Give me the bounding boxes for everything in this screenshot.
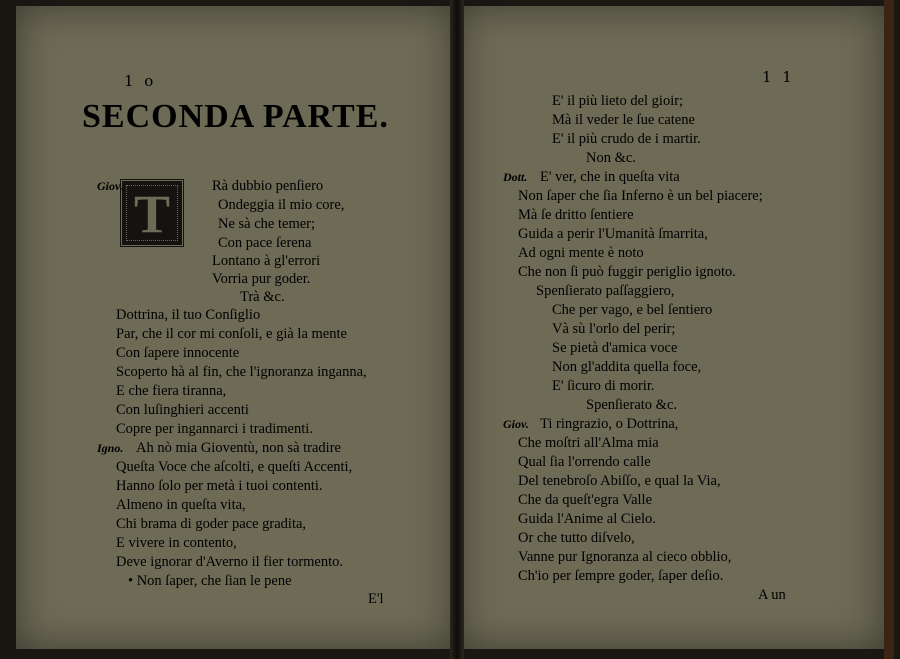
verse-line: Và sù l'orlo del perir; — [552, 321, 676, 337]
refrain-line: Spenſierato &c. — [586, 397, 678, 413]
verse-line: E' ver, che in queſta vita — [540, 169, 680, 185]
verse-line: Con luſinghieri accenti — [116, 402, 249, 418]
verse-line: Scoperto hà al fin, che l'ignoranza inganna, — [116, 364, 367, 380]
verse-line: Ti ringrazio, o Dottrina, — [540, 416, 679, 432]
section-title: SECONDA PARTE. — [82, 98, 389, 135]
verse-line: Chi brama di goder pace gradita, — [116, 516, 307, 532]
speaker-label: Igno. — [97, 441, 124, 455]
verse-line: Non gl'addita quella foce, — [552, 359, 702, 375]
verse-line: Mà ſe dritto ſentiere — [518, 207, 634, 223]
refrain-line: Trà &c. — [240, 289, 285, 305]
verse-line: Che moſtri all'Alma mia — [518, 435, 659, 451]
verse-line: Vorria pur goder. — [212, 271, 311, 287]
verse-line: Che da queſt'egra Valle — [518, 492, 653, 508]
drop-cap-letter: T — [133, 184, 171, 244]
speaker-label: Giov. — [503, 417, 529, 431]
verse-line: Ch'io per ſempre goder, ſaper deſio. — [518, 568, 724, 584]
verse-line: Or che tutto diſvelo, — [518, 530, 635, 546]
verse-line: Par, che il cor mi conſoli, e già la mente — [116, 326, 347, 342]
verse-line: Ne sà che temer; — [218, 216, 316, 232]
left-page-number: 1 o — [124, 72, 157, 90]
verse-line: Ondeggia il mio core, — [218, 197, 345, 213]
verse-line: E' il più lieto del gioir; — [552, 93, 684, 109]
verse-line: Qual ſia l'orrendo calle — [518, 454, 651, 470]
verse-line: Guida l'Anime al Cielo. — [518, 511, 656, 527]
verse-line: Ad ogni mente è noto — [518, 245, 644, 261]
verse-line: Lontano à gl'errori — [212, 253, 321, 269]
catchword: A un — [758, 587, 786, 603]
verse-line: E' ſicuro di morir. — [552, 378, 655, 394]
verse-line: E che fiera tiranna, — [116, 383, 227, 399]
verse-line: Mà il veder le ſue catene — [552, 112, 695, 128]
verse-line: Che per vago, e bel ſentiero — [552, 302, 713, 318]
verse-line: E' il più crudo de i martir. — [552, 131, 701, 147]
verse-line: Deve ignorar d'Averno il fier tormento. — [116, 554, 344, 570]
right-page-number: 1 1 — [762, 68, 795, 86]
refrain-line: Non &c. — [586, 150, 636, 166]
verse-line: Copre per ingannarci i tradimenti. — [116, 421, 313, 437]
verse-line: Almeno in queſta vita, — [116, 497, 246, 513]
verse-line: Ah nò mia Gioventù, non sà tradire — [136, 440, 341, 456]
catchword: E'l — [368, 591, 384, 607]
book-gutter — [450, 0, 464, 659]
verse-line: Guida a perir l'Umanità ſmarrita, — [518, 226, 708, 242]
verse-line: Non ſaper che ſia Inferno è un bel piacere; — [518, 188, 763, 204]
drop-cap-ornament — [119, 178, 185, 248]
verse-line: Spenſierato paſſaggiero, — [536, 283, 675, 299]
cover-edge — [884, 0, 894, 659]
verse-line: Rà dubbio penſiero — [212, 178, 324, 194]
verse-line: Queſta Voce che aſcolti, e queſti Accenti, — [116, 459, 353, 475]
verse-line: Hanno ſolo per metà i tuoi contenti. — [116, 478, 323, 494]
verse-line: Dottrina, il tuo Conſiglio — [116, 307, 261, 323]
verse-line: E vivere in contento, — [116, 535, 237, 551]
speaker-label: Giov. — [97, 179, 123, 193]
verse-line: Del tenebroſo Abiſſo, e qual la Via, — [518, 473, 721, 489]
speaker-label: Dott. — [503, 170, 528, 184]
verse-line: Che non ſi può fuggir periglio ignoto. — [518, 264, 736, 280]
verse-line: Con ſapere innocente — [116, 345, 240, 361]
verse-line: Se pietà d'amica voce — [552, 340, 678, 356]
verse-line: • Non ſaper, che ſian le pene — [128, 573, 292, 589]
verse-line: Vanne pur Ignoranza al cieco obblio, — [518, 549, 732, 565]
verse-line: Con pace ſerena — [218, 235, 312, 251]
